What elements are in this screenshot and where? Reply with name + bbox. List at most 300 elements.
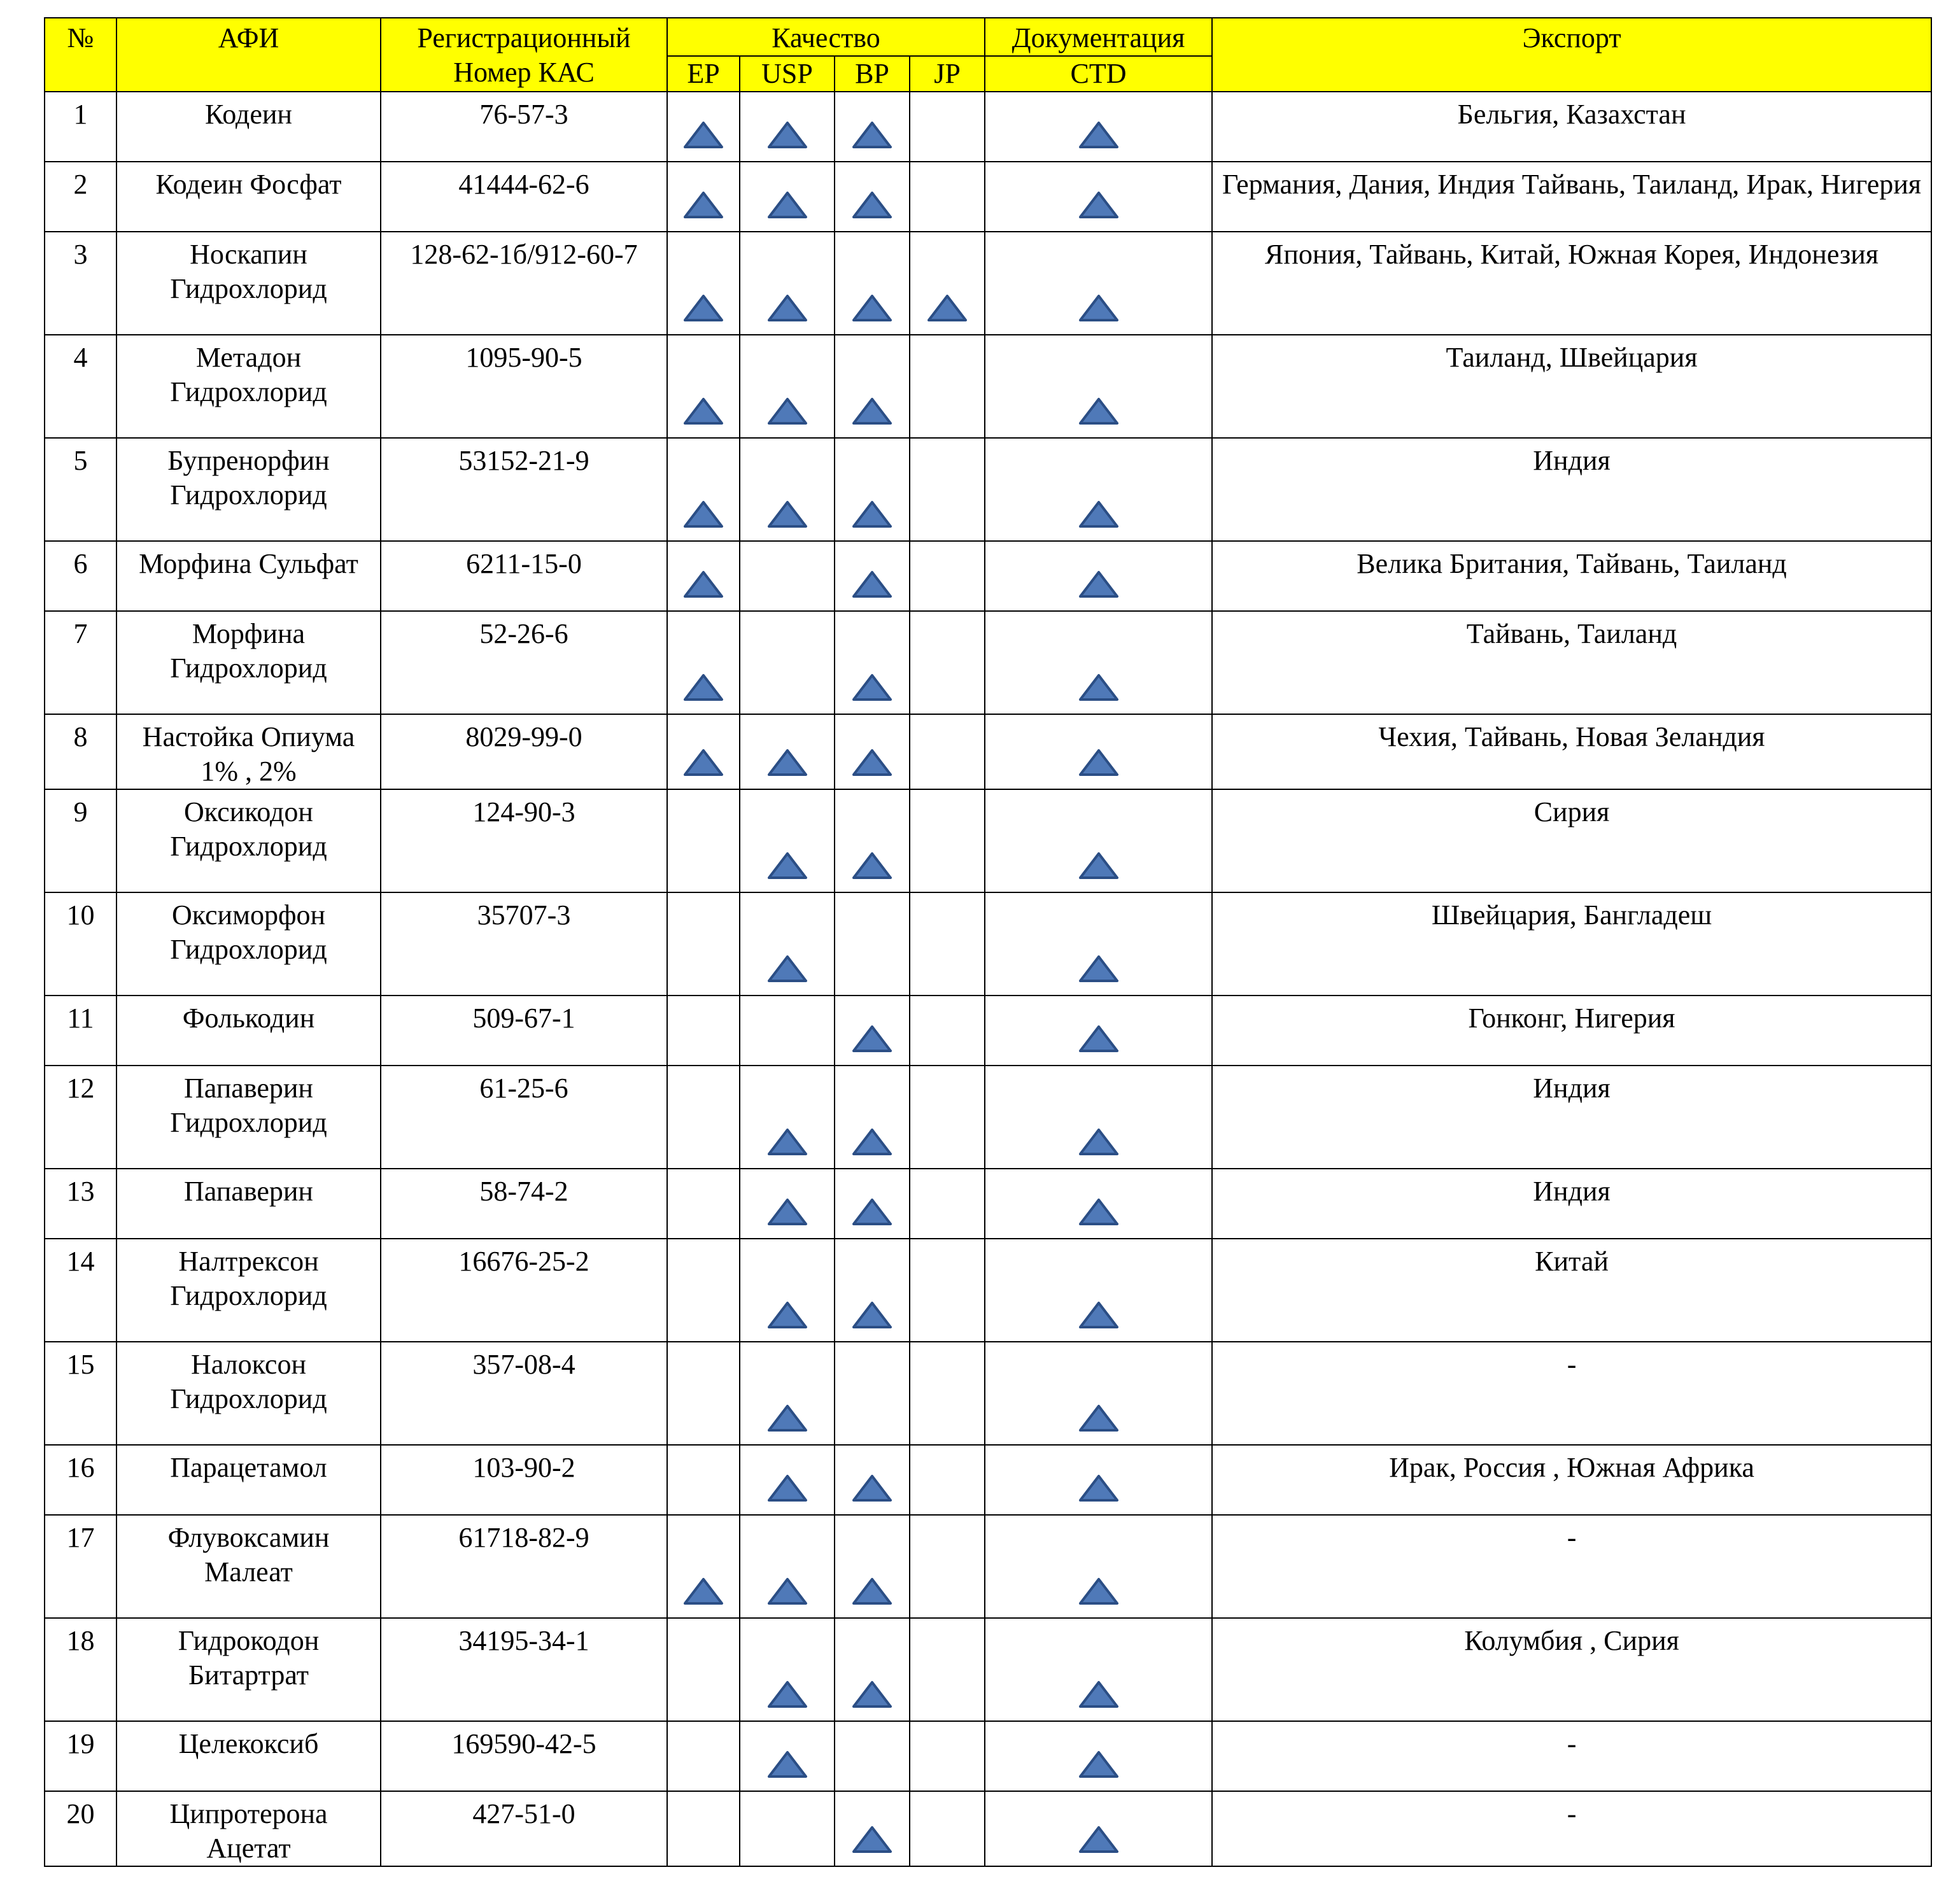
api-name — [116, 1791, 381, 1866]
header-api: АФИ — [116, 18, 381, 92]
row-number: 20 — [45, 1791, 116, 1866]
mark-cell-jp — [910, 232, 985, 335]
mark-cell-usp — [740, 1445, 835, 1515]
api-name — [116, 1342, 381, 1445]
triangle-up-icon — [851, 1680, 893, 1709]
api-name-line1: Фолькодин — [182, 1003, 315, 1034]
api-name-line1: Метадон — [195, 342, 302, 373]
api-name — [116, 1239, 381, 1342]
export-countries: Таиланд, Швейцария — [1212, 335, 1931, 438]
export-countries: - — [1212, 1515, 1931, 1618]
export-countries: Тайвань, Таиланд — [1212, 611, 1931, 714]
export-countries: Китай — [1212, 1239, 1931, 1342]
api-name-line1: Гидрокодон — [178, 1625, 320, 1656]
mark-cell-usp — [740, 1618, 835, 1721]
triangle-up-icon — [1078, 1300, 1120, 1330]
table-row — [45, 1342, 1931, 1445]
cas-number: 52-26-6 — [381, 611, 667, 714]
mark-cell-ctd — [985, 232, 1212, 335]
api-name-line1: Папаверин — [184, 1176, 313, 1207]
mark-cell-bp — [835, 1239, 910, 1342]
mark-cell-usp — [740, 611, 835, 714]
cas-number: 76-57-3 — [381, 92, 667, 162]
triangle-up-icon — [851, 748, 893, 777]
mark-cell-usp — [740, 1515, 835, 1618]
table-header — [45, 18, 1931, 92]
mark-cell-bp — [835, 996, 910, 1066]
triangle-up-icon — [766, 1197, 808, 1227]
api-name — [116, 892, 381, 996]
mark-cell-ctd — [985, 1618, 1212, 1721]
api-name — [116, 162, 381, 232]
mark-cell-ctd — [985, 438, 1212, 541]
api-name-line1: Ципротерона — [169, 1798, 328, 1829]
mark-cell-jp — [910, 92, 985, 162]
mark-cell-jp — [910, 996, 985, 1066]
cas-number: 427-51-0 — [381, 1791, 667, 1866]
row-number: 15 — [45, 1342, 116, 1445]
table-row — [45, 1169, 1931, 1239]
mark-cell-ctd — [985, 611, 1212, 714]
mark-cell-ctd — [985, 714, 1212, 789]
api-name-line1: Оксикодон — [184, 796, 313, 827]
api-name-line2: 1% , 2% — [201, 756, 297, 787]
api-name-line2: Гидрохлорид — [170, 934, 327, 965]
cas-number: 61-25-6 — [381, 1066, 667, 1169]
mark-cell-ctd — [985, 92, 1212, 162]
triangle-up-icon — [1078, 748, 1120, 777]
row-number: 6 — [45, 541, 116, 611]
header-jp: JP — [910, 56, 985, 92]
export-countries: Индия — [1212, 1169, 1931, 1239]
row-number: 18 — [45, 1618, 116, 1721]
mark-cell-bp — [835, 1721, 910, 1791]
triangle-up-icon — [1078, 1577, 1120, 1606]
row-number: 12 — [45, 1066, 116, 1169]
mark-cell-ep — [667, 996, 740, 1066]
header-reg — [381, 18, 667, 92]
triangle-up-icon — [682, 293, 724, 323]
row-number: 7 — [45, 611, 116, 714]
api-name-line2: Ацетат — [206, 1833, 291, 1864]
row-number: 14 — [45, 1239, 116, 1342]
mark-cell-jp — [910, 714, 985, 789]
row-number: 10 — [45, 892, 116, 996]
header-ctd: CTD — [985, 56, 1212, 92]
row-number: 1 — [45, 92, 116, 162]
cas-number: 1095-90-5 — [381, 335, 667, 438]
triangle-up-icon — [1078, 673, 1120, 702]
api-name-line2: Гидрохлорид — [170, 831, 327, 862]
export-countries: Германия, Дания, Индия Тайвань, Таиланд, Ирак, Нигерия — [1212, 162, 1931, 232]
mark-cell-bp — [835, 1169, 910, 1239]
cas-number: 124-90-3 — [381, 789, 667, 892]
mark-cell-jp — [910, 1721, 985, 1791]
triangle-up-icon — [766, 1750, 808, 1779]
triangle-up-icon — [851, 673, 893, 702]
mark-cell-ep — [667, 232, 740, 335]
mark-cell-bp — [835, 892, 910, 996]
row-number: 17 — [45, 1515, 116, 1618]
table-row — [45, 789, 1931, 892]
mark-cell-ep — [667, 1066, 740, 1169]
triangle-up-icon — [851, 570, 893, 599]
cas-number: 34195-34-1 — [381, 1618, 667, 1721]
mark-cell-jp — [910, 892, 985, 996]
api-name-line1: Носкапин — [190, 239, 307, 270]
api-name-line2: Малеат — [204, 1556, 293, 1587]
mark-cell-ep — [667, 1342, 740, 1445]
triangle-up-icon — [766, 954, 808, 983]
api-name-line2: Гидрохлорид — [170, 1383, 327, 1414]
mark-cell-ep — [667, 1721, 740, 1791]
triangle-up-icon — [766, 1127, 808, 1157]
triangle-up-icon — [1078, 1127, 1120, 1157]
triangle-up-icon — [851, 190, 893, 220]
api-name-line1: Флувоксамин — [167, 1522, 330, 1553]
row-number: 3 — [45, 232, 116, 335]
mark-cell-ctd — [985, 162, 1212, 232]
api-name — [116, 1721, 381, 1791]
header-num: № — [45, 18, 116, 92]
mark-cell-ctd — [985, 1239, 1212, 1342]
export-countries: - — [1212, 1721, 1931, 1791]
triangle-up-icon — [1078, 570, 1120, 599]
triangle-up-icon — [682, 570, 724, 599]
table-row — [45, 1515, 1931, 1618]
mark-cell-bp — [835, 162, 910, 232]
api-name — [116, 996, 381, 1066]
mark-cell-ep — [667, 1239, 740, 1342]
table-row — [45, 1791, 1931, 1866]
cas-number: 16676-25-2 — [381, 1239, 667, 1342]
export-countries: - — [1212, 1342, 1931, 1445]
mark-cell-ep — [667, 1791, 740, 1866]
mark-cell-jp — [910, 1445, 985, 1515]
api-table — [44, 17, 1932, 1867]
mark-cell-usp — [740, 438, 835, 541]
triangle-up-icon — [1078, 1825, 1120, 1854]
api-name — [116, 1515, 381, 1618]
triangle-up-icon — [766, 397, 808, 426]
triangle-up-icon — [682, 748, 724, 777]
triangle-up-icon — [766, 851, 808, 880]
mark-cell-bp — [835, 714, 910, 789]
triangle-up-icon — [851, 851, 893, 880]
triangle-up-icon — [682, 397, 724, 426]
triangle-up-icon — [682, 1577, 724, 1606]
api-name-line2: Гидрохлорид — [170, 273, 327, 304]
api-name-line2: Гидрохлорид — [170, 652, 327, 684]
api-name-line1: Морфина Сульфат — [139, 548, 358, 579]
mark-cell-bp — [835, 92, 910, 162]
row-number: 13 — [45, 1169, 116, 1239]
mark-cell-ep — [667, 541, 740, 611]
mark-cell-usp — [740, 714, 835, 789]
mark-cell-usp — [740, 996, 835, 1066]
triangle-up-icon — [766, 190, 808, 220]
mark-cell-bp — [835, 1066, 910, 1169]
triangle-up-icon — [766, 1404, 808, 1433]
triangle-up-icon — [682, 120, 724, 150]
header-export: Экспорт — [1212, 18, 1931, 92]
mark-cell-ep — [667, 1445, 740, 1515]
triangle-up-icon — [851, 1577, 893, 1606]
mark-cell-bp — [835, 232, 910, 335]
mark-cell-jp — [910, 541, 985, 611]
mark-cell-usp — [740, 1239, 835, 1342]
mark-cell-ctd — [985, 1791, 1212, 1866]
api-name-line2: Гидрохлорид — [170, 479, 327, 510]
cas-number: 8029-99-0 — [381, 714, 667, 789]
triangle-up-icon — [1078, 293, 1120, 323]
export-countries: Швейцария, Бангладеш — [1212, 892, 1931, 996]
api-name-line1: Целекоксиб — [178, 1728, 319, 1759]
export-countries: Велика Британия, Тайвань, Таиланд — [1212, 541, 1931, 611]
triangle-up-icon — [851, 1127, 893, 1157]
triangle-up-icon — [1078, 500, 1120, 529]
row-number: 8 — [45, 714, 116, 789]
api-name — [116, 541, 381, 611]
api-name — [116, 232, 381, 335]
triangle-up-icon — [682, 500, 724, 529]
mark-cell-jp — [910, 1791, 985, 1866]
mark-cell-jp — [910, 1066, 985, 1169]
api-name-line2: Гидрохлорид — [170, 376, 327, 407]
mark-cell-jp — [910, 1618, 985, 1721]
mark-cell-jp — [910, 162, 985, 232]
api-name — [116, 1066, 381, 1169]
mark-cell-ctd — [985, 1515, 1212, 1618]
triangle-up-icon — [851, 120, 893, 150]
table-row — [45, 92, 1931, 162]
cas-number: 357-08-4 — [381, 1342, 667, 1445]
table-row — [45, 1445, 1931, 1515]
mark-cell-ep — [667, 611, 740, 714]
export-countries: Бельгия, Казахстан — [1212, 92, 1931, 162]
table-row — [45, 892, 1931, 996]
triangle-up-icon — [851, 397, 893, 426]
cas-number: 509-67-1 — [381, 996, 667, 1066]
mark-cell-jp — [910, 611, 985, 714]
header-usp: USP — [740, 56, 835, 92]
api-name-line1: Парацетамол — [170, 1452, 327, 1483]
mark-cell-usp — [740, 1169, 835, 1239]
triangle-up-icon — [1078, 1474, 1120, 1503]
mark-cell-ctd — [985, 996, 1212, 1066]
mark-cell-jp — [910, 335, 985, 438]
mark-cell-ep — [667, 1618, 740, 1721]
mark-cell-bp — [835, 438, 910, 541]
cas-number: 41444-62-6 — [381, 162, 667, 232]
triangle-up-icon — [766, 1577, 808, 1606]
api-name — [116, 438, 381, 541]
mark-cell-bp — [835, 1515, 910, 1618]
mark-cell-bp — [835, 1445, 910, 1515]
mark-cell-bp — [835, 541, 910, 611]
header-bp: BP — [835, 56, 910, 92]
mark-cell-ep — [667, 892, 740, 996]
mark-cell-jp — [910, 1342, 985, 1445]
header-documentation: Документация — [985, 18, 1212, 56]
mark-cell-usp — [740, 162, 835, 232]
triangle-up-icon — [1078, 1197, 1120, 1227]
export-countries: Сирия — [1212, 789, 1931, 892]
mark-cell-ep — [667, 92, 740, 162]
mark-cell-ep — [667, 714, 740, 789]
header-reg-line2: Номер КАС — [453, 57, 595, 88]
mark-cell-jp — [910, 1239, 985, 1342]
api-name-line1: Морфина — [192, 618, 306, 649]
row-number: 4 — [45, 335, 116, 438]
triangle-up-icon — [682, 190, 724, 220]
cas-number: 35707-3 — [381, 892, 667, 996]
api-name — [116, 1169, 381, 1239]
api-name-line1: Кодеин Фосфат — [155, 169, 342, 200]
mark-cell-ep — [667, 789, 740, 892]
table-row — [45, 611, 1931, 714]
triangle-up-icon — [766, 500, 808, 529]
cas-number: 61718-82-9 — [381, 1515, 667, 1618]
triangle-up-icon — [766, 293, 808, 323]
mark-cell-ep — [667, 438, 740, 541]
table-row — [45, 1721, 1931, 1791]
export-countries: Индия — [1212, 1066, 1931, 1169]
table-row — [45, 714, 1931, 789]
export-countries: - — [1212, 1791, 1931, 1866]
mark-cell-usp — [740, 92, 835, 162]
mark-cell-ctd — [985, 1342, 1212, 1445]
api-name — [116, 714, 381, 789]
mark-cell-ctd — [985, 1066, 1212, 1169]
export-countries: Индия — [1212, 438, 1931, 541]
triangle-up-icon — [1078, 1404, 1120, 1433]
cas-number: 53152-21-9 — [381, 438, 667, 541]
mark-cell-bp — [835, 789, 910, 892]
triangle-up-icon — [1078, 1680, 1120, 1709]
triangle-up-icon — [851, 500, 893, 529]
row-number: 16 — [45, 1445, 116, 1515]
mark-cell-ctd — [985, 1721, 1212, 1791]
table-row — [45, 162, 1931, 232]
table-row — [45, 541, 1931, 611]
table-row — [45, 996, 1931, 1066]
triangle-up-icon — [851, 1197, 893, 1227]
mark-cell-usp — [740, 1342, 835, 1445]
mark-cell-ctd — [985, 335, 1212, 438]
mark-cell-bp — [835, 1618, 910, 1721]
cas-number: 58-74-2 — [381, 1169, 667, 1239]
mark-cell-ctd — [985, 892, 1212, 996]
mark-cell-usp — [740, 892, 835, 996]
triangle-up-icon — [851, 1825, 893, 1854]
row-number: 2 — [45, 162, 116, 232]
triangle-up-icon — [851, 1024, 893, 1053]
mark-cell-bp — [835, 335, 910, 438]
mark-cell-usp — [740, 1066, 835, 1169]
cas-number: 128-62-1б/912-60-7 — [381, 232, 667, 335]
row-number: 11 — [45, 996, 116, 1066]
table-body — [45, 92, 1931, 1866]
export-countries: Япония, Тайвань, Китай, Южная Корея, Индонезия — [1212, 232, 1931, 335]
mark-cell-bp — [835, 1342, 910, 1445]
table-row — [45, 1239, 1931, 1342]
triangle-up-icon — [1078, 190, 1120, 220]
triangle-up-icon — [851, 293, 893, 323]
triangle-up-icon — [1078, 397, 1120, 426]
mark-cell-ep — [667, 162, 740, 232]
triangle-up-icon — [1078, 851, 1120, 880]
mark-cell-ep — [667, 335, 740, 438]
api-name-line1: Бупренорфин — [167, 445, 330, 476]
mark-cell-ctd — [985, 1169, 1212, 1239]
triangle-up-icon — [766, 1474, 808, 1503]
export-countries: Чехия, Тайвань, Новая Зеландия — [1212, 714, 1931, 789]
mark-cell-jp — [910, 1169, 985, 1239]
header-reg-line1: Регистрационный — [417, 22, 631, 53]
api-name-line1: Налоксон — [190, 1349, 306, 1380]
mark-cell-usp — [740, 232, 835, 335]
triangle-up-icon — [766, 748, 808, 777]
triangle-up-icon — [1078, 120, 1120, 150]
table-row — [45, 1618, 1931, 1721]
mark-cell-jp — [910, 1515, 985, 1618]
triangle-up-icon — [851, 1300, 893, 1330]
row-number: 5 — [45, 438, 116, 541]
export-countries: Колумбия , Сирия — [1212, 1618, 1931, 1721]
table-row — [45, 438, 1931, 541]
triangle-up-icon — [766, 120, 808, 150]
table-row — [45, 232, 1931, 335]
mark-cell-usp — [740, 1721, 835, 1791]
mark-cell-jp — [910, 789, 985, 892]
cas-number: 169590-42-5 — [381, 1721, 667, 1791]
mark-cell-ep — [667, 1515, 740, 1618]
api-name-line1: Оксиморфон — [171, 899, 326, 931]
mark-cell-ctd — [985, 789, 1212, 892]
api-name-line1: Настойка Опиума — [142, 721, 355, 752]
triangle-up-icon — [1078, 1750, 1120, 1779]
triangle-up-icon — [766, 1680, 808, 1709]
api-name — [116, 789, 381, 892]
mark-cell-usp — [740, 541, 835, 611]
table-row — [45, 1066, 1931, 1169]
export-countries: Ирак, Россия , Южная Африка — [1212, 1445, 1931, 1515]
triangle-up-icon — [851, 1474, 893, 1503]
api-name-line1: Кодеин — [205, 99, 292, 130]
api-name — [116, 611, 381, 714]
api-name-line2: Гидрохлорид — [170, 1280, 327, 1311]
mark-cell-ep — [667, 1169, 740, 1239]
mark-cell-bp — [835, 1791, 910, 1866]
header-quality: Качество — [667, 18, 985, 56]
cas-number: 6211-15-0 — [381, 541, 667, 611]
mark-cell-usp — [740, 1791, 835, 1866]
api-name-line1: Налтрексон — [178, 1246, 319, 1277]
mark-cell-usp — [740, 335, 835, 438]
row-number: 9 — [45, 789, 116, 892]
api-name — [116, 92, 381, 162]
mark-cell-ctd — [985, 1445, 1212, 1515]
export-countries: Гонконг, Нигерия — [1212, 996, 1931, 1066]
mark-cell-bp — [835, 611, 910, 714]
api-name — [116, 1445, 381, 1515]
cas-number: 103-90-2 — [381, 1445, 667, 1515]
api-name-line2: Битартрат — [188, 1659, 309, 1691]
triangle-up-icon — [1078, 954, 1120, 983]
triangle-up-icon — [926, 293, 968, 323]
triangle-up-icon — [766, 1300, 808, 1330]
